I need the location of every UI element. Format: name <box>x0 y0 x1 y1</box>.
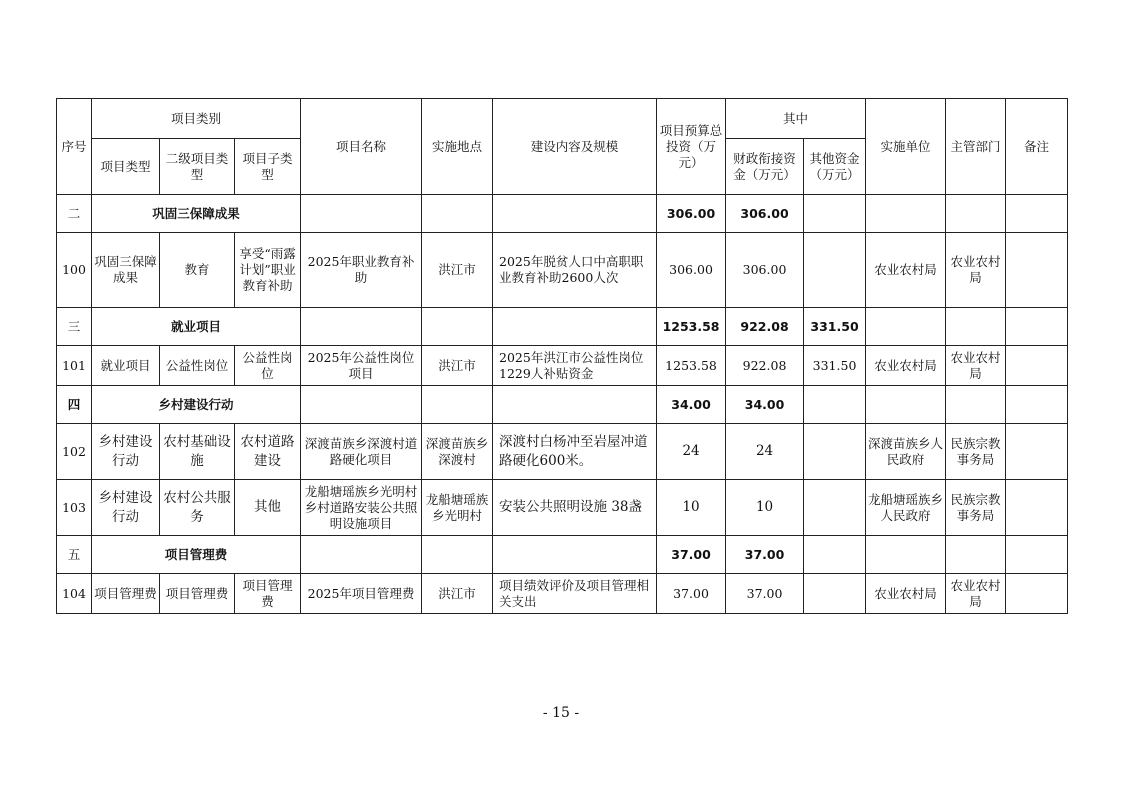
row-type: 项目管理费 <box>92 574 160 614</box>
row-fiscal: 922.08 <box>726 346 804 386</box>
header-budget: 项目预算总投资（万元） <box>657 99 726 195</box>
row-name: 龙船塘瑶族乡光明村乡村道路安装公共照明设施项目 <box>301 480 422 536</box>
row-content: 深渡村白杨冲至岩屋冲道路硬化600米。 <box>493 424 657 480</box>
row-location: 深渡苗族乡深渡村 <box>422 424 493 480</box>
row-total: 306.00 <box>657 233 726 308</box>
row-total: 1253.58 <box>657 346 726 386</box>
row-location: 洪江市 <box>422 233 493 308</box>
header-content: 建设内容及规模 <box>493 99 657 195</box>
row-note <box>1006 480 1068 536</box>
row-type: 巩固三保障成果 <box>92 233 160 308</box>
header-type: 项目类型 <box>92 139 160 195</box>
section-other <box>804 386 866 424</box>
row-subtype2: 农村公共服务 <box>160 480 235 536</box>
row-other: 331.50 <box>804 346 866 386</box>
table-row <box>57 233 1068 308</box>
row-note <box>1006 346 1068 386</box>
row-subtype2: 教育 <box>160 233 235 308</box>
section-total: 306.00 <box>657 195 726 233</box>
row-subtype2: 农村基础设施 <box>160 424 235 480</box>
row-content: 2025年脱贫人口中高职职业教育补助2600人次 <box>493 233 657 308</box>
row-fiscal: 306.00 <box>726 233 804 308</box>
row-unit: 农业农村局 <box>866 346 946 386</box>
row-location: 龙船塘瑶族乡光明村 <box>422 480 493 536</box>
section-seq: 三 <box>57 308 92 346</box>
row-seq: 103 <box>57 480 92 536</box>
row-seq: 102 <box>57 424 92 480</box>
row-dept: 民族宗教事务局 <box>946 480 1006 536</box>
row-name: 2025年职业教育补助 <box>301 233 422 308</box>
row-note <box>1006 424 1068 480</box>
section-total: 34.00 <box>657 386 726 424</box>
header-among: 其中 <box>726 99 866 139</box>
row-type: 乡村建设行动 <box>92 424 160 480</box>
row-dept: 民族宗教事务局 <box>946 424 1006 480</box>
row-content: 2025年洪江市公益性岗位1229人补贴资金 <box>493 346 657 386</box>
section-other: 331.50 <box>804 308 866 346</box>
section-seq: 五 <box>57 536 92 574</box>
header-category: 项目类别 <box>92 99 301 139</box>
section-fiscal: 34.00 <box>726 386 804 424</box>
section-seq: 二 <box>57 195 92 233</box>
row-other <box>804 480 866 536</box>
section-seq: 四 <box>57 386 92 424</box>
header-name: 项目名称 <box>301 99 422 195</box>
header-dept: 主管部门 <box>946 99 1006 195</box>
row-location: 洪江市 <box>422 574 493 614</box>
table-row <box>57 346 1068 386</box>
row-type: 就业项目 <box>92 346 160 386</box>
row-note <box>1006 574 1068 614</box>
row-type: 乡村建设行动 <box>92 480 160 536</box>
row-subitem: 公益性岗位 <box>235 346 301 386</box>
row-total: 10 <box>657 480 726 536</box>
section-fiscal: 37.00 <box>726 536 804 574</box>
row-fiscal: 10 <box>726 480 804 536</box>
row-other <box>804 424 866 480</box>
row-subitem: 其他 <box>235 480 301 536</box>
row-other <box>804 574 866 614</box>
header-fiscal: 财政衔接资金（万元） <box>726 139 804 195</box>
section-row <box>57 386 1068 424</box>
row-total: 37.00 <box>657 574 726 614</box>
row-dept: 农业农村局 <box>946 574 1006 614</box>
row-note <box>1006 233 1068 308</box>
section-total: 37.00 <box>657 536 726 574</box>
header-subtype2: 二级项目类型 <box>160 139 235 195</box>
row-subtype2: 公益性岗位 <box>160 346 235 386</box>
header-subitem: 项目子类型 <box>235 139 301 195</box>
header-note: 备注 <box>1006 99 1068 195</box>
section-other <box>804 536 866 574</box>
row-subtype2: 项目管理费 <box>160 574 235 614</box>
section-row <box>57 536 1068 574</box>
row-dept: 农业农村局 <box>946 346 1006 386</box>
section-fiscal: 922.08 <box>726 308 804 346</box>
row-seq: 101 <box>57 346 92 386</box>
section-other <box>804 195 866 233</box>
row-content: 项目绩效评价及项目管理相关支出 <box>493 574 657 614</box>
section-row <box>57 195 1068 233</box>
section-title: 乡村建设行动 <box>92 386 301 424</box>
row-unit: 农业农村局 <box>866 574 946 614</box>
row-subitem: 享受“雨露计划”职业教育补助 <box>235 233 301 308</box>
row-name: 2025年项目管理费 <box>301 574 422 614</box>
header-unit: 实施单位 <box>866 99 946 195</box>
row-unit: 龙船塘瑶族乡人民政府 <box>866 480 946 536</box>
header-other: 其他资金（万元） <box>804 139 866 195</box>
table-row <box>57 574 1068 614</box>
row-unit: 农业农村局 <box>866 233 946 308</box>
row-fiscal: 24 <box>726 424 804 480</box>
header-location: 实施地点 <box>422 99 493 195</box>
section-row <box>57 308 1068 346</box>
row-unit: 深渡苗族乡人民政府 <box>866 424 946 480</box>
project-table <box>56 98 1068 614</box>
row-name: 深渡苗族乡深渡村道路硬化项目 <box>301 424 422 480</box>
section-title: 就业项目 <box>92 308 301 346</box>
table-row <box>57 480 1068 536</box>
table-row <box>57 424 1068 480</box>
row-content: 安装公共照明设施 38盏 <box>493 480 657 536</box>
header-seq: 序号 <box>57 99 92 195</box>
section-title: 项目管理费 <box>92 536 301 574</box>
row-seq: 104 <box>57 574 92 614</box>
row-subitem: 农村道路建设 <box>235 424 301 480</box>
page-number: - 15 - <box>542 705 580 721</box>
row-seq: 100 <box>57 233 92 308</box>
row-other <box>804 233 866 308</box>
section-fiscal: 306.00 <box>726 195 804 233</box>
row-fiscal: 37.00 <box>726 574 804 614</box>
row-dept: 农业农村局 <box>946 233 1006 308</box>
row-total: 24 <box>657 424 726 480</box>
row-location: 洪江市 <box>422 346 493 386</box>
row-subitem: 项目管理费 <box>235 574 301 614</box>
section-total: 1253.58 <box>657 308 726 346</box>
section-title: 巩固三保障成果 <box>92 195 301 233</box>
row-name: 2025年公益性岗位项目 <box>301 346 422 386</box>
